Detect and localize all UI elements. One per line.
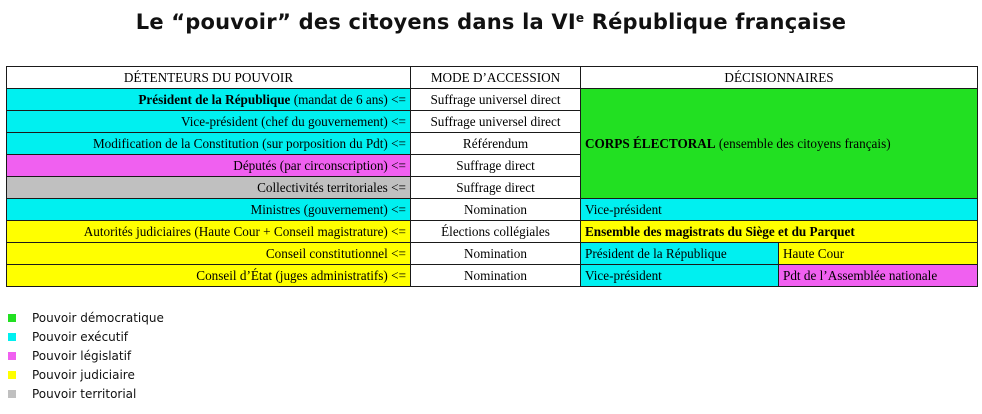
- decider-etat-a: Vice-président: [581, 265, 779, 287]
- legend-label: Pouvoir démocratique: [32, 310, 164, 325]
- legend-item: [8, 384, 164, 403]
- legend-label: Pouvoir judiciaire: [32, 367, 135, 382]
- legend-swatch-icon: [8, 314, 16, 322]
- header-deciders: DÉCISIONNAIRES: [581, 67, 978, 89]
- header-row: [7, 67, 978, 89]
- holder-cell: Vice-président (chef du gouvernement) <=: [7, 111, 411, 133]
- legend-label: Pouvoir législatif: [32, 348, 132, 363]
- legend-swatch-icon: [8, 371, 16, 379]
- title-rest: République française: [584, 10, 847, 34]
- legend-item: [8, 346, 164, 365]
- mode-cell: Nomination: [411, 243, 581, 265]
- header-access-mode: MODE D’ACCESSION: [411, 67, 581, 89]
- holder-cell: Autorités judiciaires (Haute Cour + Conseil magistrature) <=: [7, 221, 411, 243]
- legend: [8, 308, 164, 403]
- decider-constit-a: Président de la République: [581, 243, 779, 265]
- legend-swatch-icon: [8, 390, 16, 398]
- table-row: [7, 243, 978, 265]
- legend-label: Pouvoir territorial: [32, 386, 137, 401]
- mode-cell: Suffrage universel direct: [411, 111, 581, 133]
- mode-cell: Nomination: [411, 199, 581, 221]
- mode-cell: Suffrage direct: [411, 155, 581, 177]
- legend-swatch-icon: [8, 352, 16, 360]
- decider-constit-b: Haute Cour: [779, 243, 978, 265]
- header-holders: DÉTENTEURS DU POUVOIR: [7, 67, 411, 89]
- table-row: [7, 265, 978, 287]
- table-row: [7, 199, 978, 221]
- decider-judiciaire: [581, 221, 978, 243]
- decider-corps-electoral: [581, 89, 978, 199]
- mode-cell: Suffrage universel direct: [411, 89, 581, 111]
- powers-table: [6, 66, 978, 287]
- table-row: [7, 221, 978, 243]
- mode-cell: Référendum: [411, 133, 581, 155]
- decider-ministres: Vice-président: [581, 199, 978, 221]
- title-superscript: e: [575, 11, 585, 25]
- holder-cell: Modification de la Constitution (sur porposition du Pdt) <=: [7, 133, 411, 155]
- mode-cell: Suffrage direct: [411, 177, 581, 199]
- page-title: [0, 10, 982, 34]
- holder-cell: Députés (par circonscription) <=: [7, 155, 411, 177]
- holder-cell: Collectivités territoriales <=: [7, 177, 411, 199]
- legend-item: [8, 365, 164, 384]
- corps-bold: CORPS ÉLECTORAL: [585, 136, 716, 151]
- holder-text: (mandat de 6 ans) <=: [290, 92, 406, 107]
- title-main: Le “pouvoir” des citoyens dans la VI: [135, 10, 576, 34]
- holder-cell: Conseil d’État (juges administratifs) <=: [7, 265, 411, 287]
- corps-rest: (ensemble des citoyens français): [715, 136, 891, 151]
- mode-cell: Nomination: [411, 265, 581, 287]
- table-row: [7, 89, 978, 111]
- mode-cell: Élections collégiales: [411, 221, 581, 243]
- decider-etat-b: Pdt de l’Assemblée nationale: [779, 265, 978, 287]
- legend-label: Pouvoir exécutif: [32, 329, 129, 344]
- holder-cell: Ministres (gouvernement) <=: [7, 199, 411, 221]
- holder-bold: Président de la République: [138, 92, 291, 107]
- legend-item: [8, 308, 164, 327]
- legend-swatch-icon: [8, 333, 16, 341]
- holder-cell: Conseil constitutionnel <=: [7, 243, 411, 265]
- decider-judiciaire-text: Ensemble des magistrats du Siège et du Parquet: [585, 224, 855, 239]
- legend-item: [8, 327, 164, 346]
- holder-cell: [7, 89, 411, 111]
